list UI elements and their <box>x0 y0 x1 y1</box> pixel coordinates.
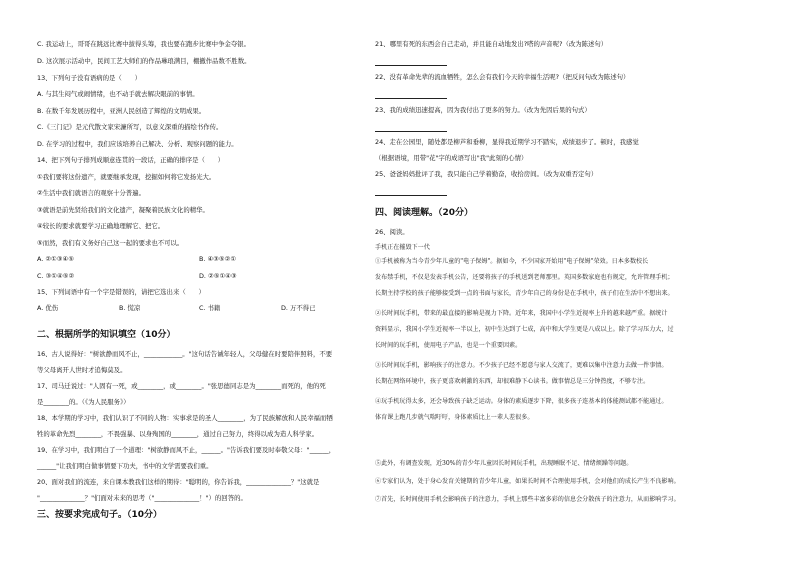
q13-stem: 13、下列句子没有语病的是（ ） <box>37 74 141 82</box>
q17-line-1: 17、司马迁说过："人固有一死，或________，或________。"张思德同志是为________而死的，他的死 <box>37 382 326 390</box>
q15-option-a: A. 优伤 <box>37 304 59 312</box>
q14-option-b: B. ④③⑤②① <box>199 255 237 263</box>
article-line: ⑦首先，长时间使用手机会影响孩子的注意力，手机上那些丰富多彩的信息会分散孩子的注意力，从而影响学习。 <box>375 496 680 503</box>
q24-stem: 24、走在公园里，随处都是柳芦和垂柳，显得我近期学习不踏实，成绩退步了。顿时，我感觉 <box>375 138 639 146</box>
q25-stem: 25、爸爸妈妈批评了我，我只能自己学着勤奋，收拾房间。（改为双重否定句） <box>375 170 598 178</box>
q21-answer-line <box>375 58 447 66</box>
q14-sentence-5: ⑤而然，我们有义务好自己这一起的要求也不可以。 <box>37 239 184 247</box>
article-line: ①手机被称为当今青少年儿童的"电子保姆"。据如今，不少国家开始用"电子保姆"荣效。日本多数校长 <box>375 258 649 265</box>
q15-option-d: D. 万不得已 <box>281 304 316 312</box>
q18-line-2: 牲的革命先烈________，不畏强暴、以身殉国的________，通过自己努力，终得以成为造人科学家。 <box>37 430 319 438</box>
q21-stem: 21、哪里有死的东西会自己走动，并且能自动地发出?嗒的声音呢?（改为陈述句） <box>375 40 608 48</box>
q14-option-c: C. ③①④⑤② <box>37 272 75 280</box>
q15-option-c: C. 书籍 <box>199 304 221 312</box>
q22-stem: 22、没有革命先辈的流血牺牲，怎么会有我们今天的幸福生活呢?（把反问句改为陈述句） <box>375 73 630 81</box>
article-line: ④玩手机玩得太多，还会导致孩子缺乏运动。身体的素质逐步下降，很多孩子连基本的体能测试都不能通过。 <box>375 398 668 405</box>
q25-answer-line <box>375 188 447 196</box>
q26-label: 26、阅读。 <box>375 228 409 236</box>
q20-line-1: 20、面对我们的流连，来自课本教我们这样的期待："聪明的，你告诉我，______________？"这就是 <box>37 478 320 486</box>
q23-stem: 23、我的成绩迅速提高，因为我付出了更多的努力。（改为先因后果的句式） <box>375 106 591 114</box>
q13-option-a: A. 与其生闷气或闹情绪，也不动手就去解决眼前的事情。 <box>37 90 199 98</box>
q17-line-2: 是________的。（《为人民服务》） <box>37 398 130 406</box>
q19-line-2: ______"让我们明白做事情要下功夫，书中的文学需要我们重。 <box>37 462 213 470</box>
q12-option-d: D. 这次展示活动中，民间工艺大师们的作品琳琅满目，棚撤作品数不胜数。 <box>37 57 251 65</box>
section-3-title: 三、按要求完成句子。（10分） <box>37 510 163 520</box>
article-line: 体育课上跑几步就气喘吁吁，身体素质比上一辈人差很多。 <box>375 414 534 421</box>
article-line: 长期在网络环境中，孩子更喜欢刺激的东西，却很难静下心读书。做事情总是三分钟热度，不够专注。 <box>375 378 650 385</box>
article-line: ⑥专家们认为，处于身心发育关键期的青少年儿童，如果长时间不合理使用手机，会对他们的成长产生不良影响。 <box>375 478 680 485</box>
q20-line-2: "______________？"们面对未来的思考（"______________！"）的回答的。 <box>37 494 247 502</box>
article-line: 长期主持学校的孩子能够接受到一点的书面与家长，青少年自己的身份是在手机中，孩子们在生活中不想出来。 <box>375 290 674 297</box>
article-line: ③长时间玩手机，影响孩子的注意力。不少孩子已经不愿意与家人交流了，更难以集中注意力去做一件事情。 <box>375 362 668 369</box>
q13-option-b: B. 在数千年发展历程中，亚洲人民创造了辉煌的文明成果。 <box>37 107 206 115</box>
section-4-title: 四、阅读理解。（20分） <box>375 208 474 218</box>
q24-instruction: （根据语境，用带"花"字的成语写出"我"此刻的心情） <box>375 154 528 162</box>
q14-sentence-1: ①我们要将这份遗产，就要继承发现，挖掘如何将它发扬光大。 <box>37 173 216 181</box>
q14-sentence-4: ④较长的要求就要学习正确地理解它、把它。 <box>37 222 165 230</box>
q23-answer-line <box>375 124 447 132</box>
article-line: 资料显示，我国小学生近视率一半以上，初中生达到了七成，高中和大学生更是八成以上。除了学习压力大，过 <box>375 326 674 333</box>
q15-stem: 15、下列词语中有一个字是错误的，请把它选出来（ ） <box>37 288 205 296</box>
q14-option-d: D. ②⑤①④③ <box>199 272 237 280</box>
q14-stem: 14、把下列句子排列成顺意连贯的一段话，正确的排序是（ ） <box>37 156 225 164</box>
q14-option-a: A. ②①③④⑤ <box>37 255 74 263</box>
article-line: 长时间的玩手机，使用电子产品，也是一个重要因素。 <box>375 342 522 349</box>
q14-sentence-2: ②生活中我们就语言的观察十分普遍。 <box>37 189 145 197</box>
section-2-title: 二、根据所学的知识填空（10分） <box>37 330 176 340</box>
q16-line-2: 等父母离开人世时才追悔莫及。 <box>37 366 127 374</box>
article-line: ⑤此外，有调查发现，近30%的青少年儿童因长时间玩手机，出现睡眠不足、情绪烦躁等问题。 <box>375 460 633 467</box>
q22-answer-line <box>375 91 447 99</box>
article-line: 发布禁手机，不仅是发表手机公告，还要将孩子的手机送到老师那里。英国多数家庭也有规定，允许管理手机； <box>375 274 674 281</box>
q13-option-c: C.《三门记》是元代散文家宋濂所写，以意义深重的描绘书作传。 <box>37 123 223 131</box>
q14-sentence-3: ③就语是前先贤给我们的文化遗产，凝聚着民族文化的精华。 <box>37 206 209 214</box>
article-line: ②长时间玩手机，带来的最直接的影响是视力下降。近年来，我国中小学生近视率上升的越来越严重。据统计 <box>375 310 668 317</box>
q15-option-b: B. 慌凉 <box>119 304 141 312</box>
q13-option-d: D. 在学习的过程中，我们应该培养自己解决、分析、观察问题的能力。 <box>37 140 238 148</box>
q16-line-1: 16、古人说得好："树欲静而风不止，____________。"这句话告诫年轻人，父母健在时要陪伴照料，不要 <box>37 350 333 358</box>
q19-line-1: 19、在学习中，我们明白了一个道理："树欲静而风不止，______。"告诉我们要及时奉敬父母："______， <box>37 446 336 454</box>
q12-option-c: C. 我运动上，哥哥在跳远比赛中拔得头筹，我也要在跑步比赛中争金夺银。 <box>37 40 251 48</box>
q18-line-1: 18、本学期的学习中，我们认识了不同的人物：实事求是的圣人________，为了民族解放和人民幸福而牺 <box>37 414 333 422</box>
article-title: 手机正在摧毁下一代 <box>375 244 430 251</box>
